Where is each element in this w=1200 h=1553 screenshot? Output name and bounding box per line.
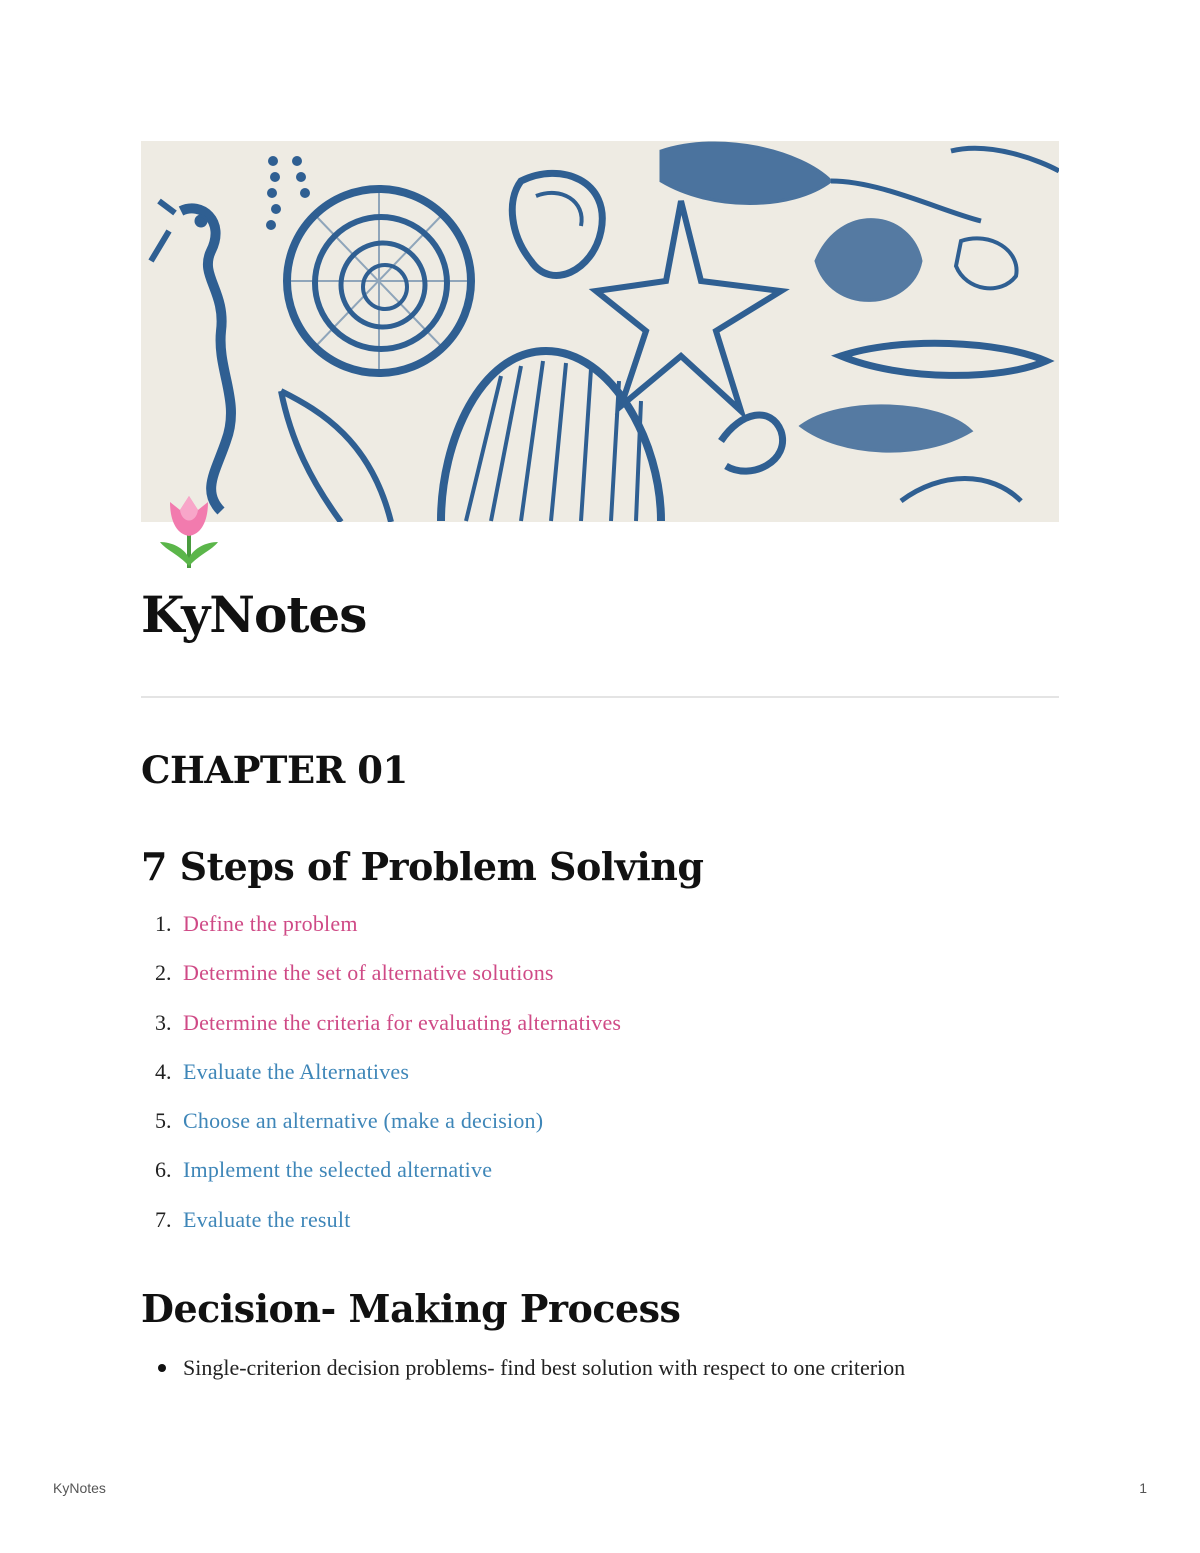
step-text: Evaluate the Alternatives xyxy=(183,1058,410,1084)
decision-heading: Decision- Making Process xyxy=(141,1286,681,1331)
step-text: Evaluate the result xyxy=(183,1206,351,1232)
list-number: 6. xyxy=(155,1157,172,1183)
list-number: 4. xyxy=(155,1058,172,1084)
list-item xyxy=(141,953,621,1002)
footer-title: KyNotes xyxy=(53,1480,106,1496)
list-item xyxy=(141,1348,905,1388)
list-number: 2. xyxy=(155,960,172,986)
page-title: KyNotes xyxy=(141,585,367,644)
steps-list xyxy=(141,904,621,1249)
step-text: Implement the selected alternative xyxy=(183,1157,493,1183)
list-item xyxy=(141,1003,621,1052)
page-number: 1 xyxy=(1139,1480,1147,1496)
list-item xyxy=(141,1052,621,1101)
list-number: 3. xyxy=(155,1009,172,1035)
divider xyxy=(141,696,1059,698)
step-text: Determine the set of alternative solutions xyxy=(183,960,554,986)
steps-heading: 7 Steps of Problem Solving xyxy=(141,844,704,889)
list-item xyxy=(141,904,621,953)
step-text: Choose an alternative (make a decision) xyxy=(183,1108,544,1134)
list-number: 1. xyxy=(155,911,172,936)
cover-image xyxy=(141,141,1059,522)
list-number: 7. xyxy=(155,1206,172,1232)
step-text: Define the problem xyxy=(183,911,358,936)
bullet-text: Single-criterion decision problems- find best solution with respect to one criterion xyxy=(183,1355,906,1380)
list-item xyxy=(141,1101,621,1150)
list-item xyxy=(141,1200,621,1249)
step-text: Determine the criteria for evaluating alternatives xyxy=(183,1009,622,1035)
chapter-heading: CHAPTER 01 xyxy=(141,748,408,792)
bullet-list xyxy=(141,1348,905,1388)
list-number: 5. xyxy=(155,1108,172,1134)
bullet-icon xyxy=(158,1364,166,1372)
list-item xyxy=(141,1150,621,1199)
seashell-illustration xyxy=(141,141,1059,522)
tulip-icon[interactable] xyxy=(156,484,222,570)
